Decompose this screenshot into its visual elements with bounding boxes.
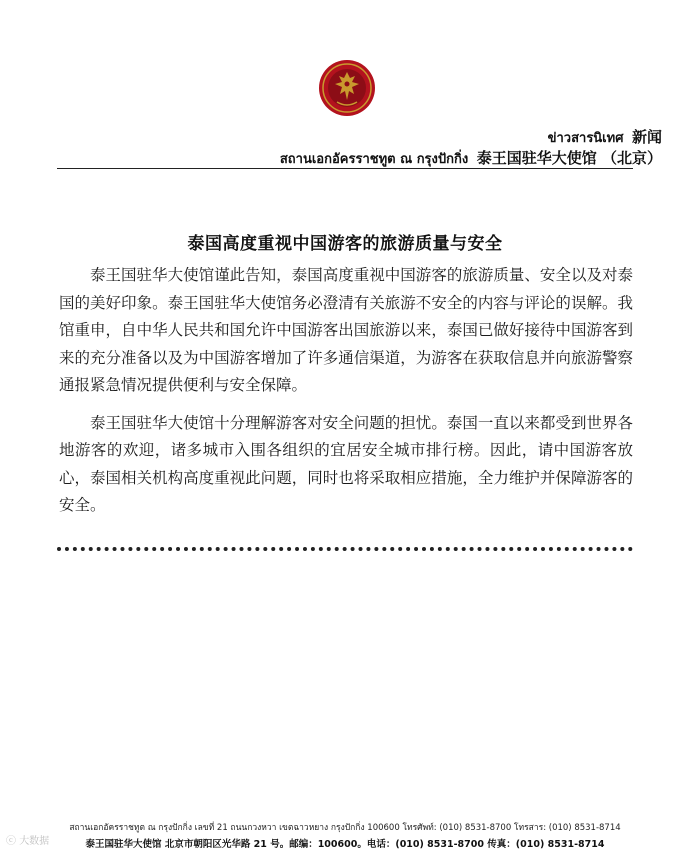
footer-thai-address: สถานเอกอัครราชทูต ณ กรุงปักกิ่ง เลขที่ 21 ถนนกวงหวา เขตฉาวหยาง กรุงปักกิ่ง 100600 โทรศัพท์: (010) 8531-8700 โทรสาร: (010) 8531-8714 xyxy=(69,823,621,833)
body-paragraph: 泰王国驻华大使馆谨此告知，泰国高度重视中国游客的旅游质量、安全以及对泰国的美好印象。泰王国驻华大使馆务必澄清有关旅游不安全的内容与评论的误解。我馆重申，自中华人民共和国允许中国游客出国旅游以来，泰国已做好接待中国游客到来的充分准备以及为中国游客增加了许多通信渠道，为游客在获取信息并向旅游警察通报紧急情况提供便利与安全保障。 xyxy=(59,266,633,394)
watermark-logo-icon: ⓒ xyxy=(6,836,20,847)
watermark xyxy=(6,832,49,847)
document-title: 泰国高度重视中国游客的旅游质量与安全 xyxy=(187,234,503,254)
watermark-text: 大数据 xyxy=(19,836,50,847)
body-divider-dotted xyxy=(57,547,633,551)
cn-news-label: 新闻 xyxy=(631,128,662,146)
document-body xyxy=(59,262,633,530)
header-divider xyxy=(57,168,633,169)
thai-embassy-name: สถานเอกอัครราชทูต ณ กรุงปักกิ่ง xyxy=(279,152,469,167)
thai-news-label: ข่าวสารนิเทศ xyxy=(547,131,624,146)
footer-cn-address: 泰王国驻华大使馆 北京市朝阳区光华路 21 号。邮编：100600。电话：(010) 8531-8700 传真：(010) 8531-8714 xyxy=(85,839,605,850)
cn-embassy-name: 泰王国驻华大使馆 （北京） xyxy=(476,149,662,167)
header-embassy-name xyxy=(0,147,662,169)
embassy-emblem-icon xyxy=(317,58,377,118)
body-paragraph: 泰王国驻华大使馆十分理解游客对安全问题的担忧。泰国一直以来都受到世界各地游客的欢迎，诸多城市入围各组织的宜居安全城市排行榜。因此，请中国游客放心，泰国相关机构高度重视此问题，同时也将采取相应措施，全力维护并保障游客的安全。 xyxy=(59,413,633,514)
header-news-label xyxy=(0,126,662,148)
